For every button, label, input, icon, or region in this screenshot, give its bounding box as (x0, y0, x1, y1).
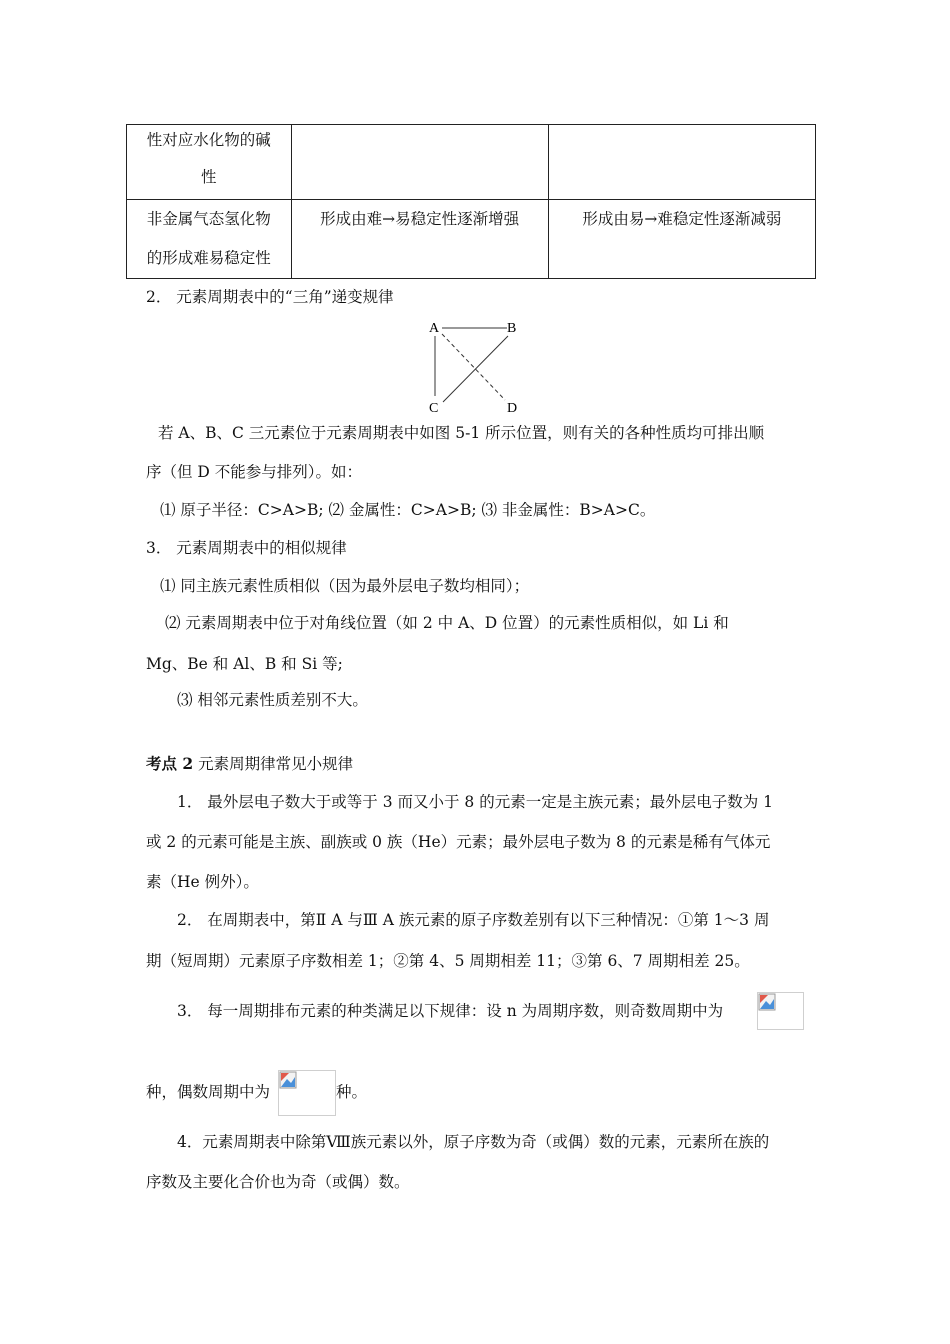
table-cell-text: 性 (201, 168, 217, 186)
paragraph-line: 3． 每一周期排布元素的种类满足以下规律：设 n 为周期序数，则奇数周期中为 (177, 1002, 724, 1020)
paragraph-line: 1． 最外层电子数大于或等于 3 而又小于 8 的元素一定是主族元素；最外层电子数为 1 (177, 793, 774, 811)
table-row (127, 200, 816, 279)
kaodian-title: 元素周期律常见小规律 (193, 755, 354, 773)
paragraph-line: ⑴ 原子半径：C>A>B; ⑵ 金属性：C>A>B; ⑶ 非金属性：B>A>C。 (160, 501, 656, 519)
paragraph-line: 素（He 例外）。 (146, 873, 259, 891)
diagram-label-d: D (507, 401, 518, 416)
paragraph-line: 期（短周期）元素原子序数相差 1；②第 4、5 周期相差 11；③第 6、7 周期相差 25。 (146, 952, 750, 970)
paragraph-line: ⑵ 元素周期表中位于对角线位置（如 2 中 A、D 位置）的元素性质相似，如 Li 和 (165, 614, 729, 632)
broken-image-icon (279, 1071, 297, 1089)
kaodian-heading (146, 754, 353, 774)
section-heading: 3． 元素周期表中的相似规律 (146, 539, 347, 557)
paragraph-line: ⑶ 相邻元素性质差别不大。 (177, 691, 368, 709)
table-row (127, 125, 816, 200)
paragraph-line: 序数及主要化合价也为奇（或偶）数。 (146, 1173, 410, 1191)
table-cell (291, 125, 548, 200)
paragraph-line: 2． 在周期表中，第Ⅱ A 与Ⅲ A 族元素的原子序数差别有以下三种情况：①第 1～3 周 (177, 911, 770, 929)
diagram-label-c: C (429, 401, 439, 416)
formula-image-placeholder (757, 992, 804, 1030)
table-cell-text: 性对应水化物的碱 (146, 131, 271, 149)
formula-image-placeholder (278, 1070, 336, 1116)
kaodian-label: 考点 2 (146, 754, 194, 773)
table-cell (548, 200, 815, 279)
property-table (126, 124, 816, 279)
table-cell-text: 的形成难易稳定性 (146, 249, 271, 267)
table-cell-text: 非金属气态氢化物 (146, 210, 271, 228)
paragraph-line: 若 A、B、C 三元素位于元素周期表中如图 5-1 所示位置，则有关的各种性质均可排出顺 (158, 424, 765, 442)
diagram-label-a: A (429, 321, 440, 336)
triangle-diagram (425, 316, 525, 416)
table-cell (291, 200, 548, 279)
table-cell (127, 125, 292, 200)
diagram-line-ad (442, 334, 505, 400)
paragraph-line: ⑴ 同主族元素性质相似（因为最外层电子数均相同）； (160, 577, 530, 595)
table-cell (127, 200, 292, 279)
paragraph-line: 4．元素周期表中除第Ⅷ族元素以外，原子序数为奇（或偶）数的元素，元素所在族的 (177, 1133, 770, 1151)
section-heading: 2． 元素周期表中的“三角”递变规律 (146, 288, 394, 306)
paragraph-line-b: 种。 (336, 1083, 368, 1101)
paragraph-line: 或 2 的元素可能是主族、副族或 0 族（He）元素；最外层电子数为 8 的元素是稀有气体元 (146, 833, 771, 851)
paragraph-line: 序（但 D 不能参与排列）。如： (146, 463, 363, 481)
diagram-label-b: B (507, 321, 517, 336)
table-cell-text: 形成由难→易稳定性逐渐增强 (320, 210, 520, 228)
table-cell-text: 形成由易→难稳定性逐渐减弱 (582, 210, 782, 228)
table-cell (548, 125, 815, 200)
broken-image-icon (758, 993, 776, 1011)
paragraph-line: Mg、Be 和 Al、B 和 Si 等; (146, 655, 343, 673)
paragraph-line-a: 种，偶数周期中为 (146, 1083, 271, 1101)
